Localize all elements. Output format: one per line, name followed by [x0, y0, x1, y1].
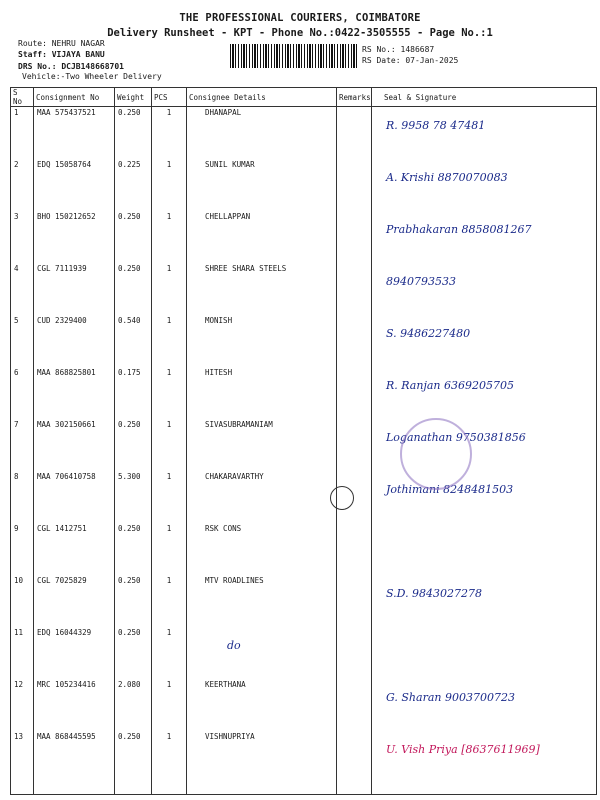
- col-consignee: Consignee Details: [187, 88, 337, 107]
- route-text: Route: NEHRU NAGAR: [18, 39, 105, 48]
- row-remarks: [337, 575, 372, 627]
- row-weight: 2.080: [115, 679, 152, 731]
- rs-date: RS Date: 07-Jan-2025: [362, 56, 459, 65]
- row-pcs: 1: [152, 731, 187, 795]
- table-row: [11, 627, 597, 679]
- row-consignee: MTV ROADLINES: [187, 575, 337, 627]
- row-weight: 0.540: [115, 315, 152, 367]
- row-remarks: [337, 731, 372, 795]
- row-sno: 4: [11, 263, 34, 315]
- table-row: [11, 471, 597, 523]
- row-signature: 8940793533: [372, 263, 597, 315]
- table-header-row: [11, 88, 597, 107]
- row-signature: [372, 627, 597, 679]
- row-signature: A. Krishi 8870070083: [372, 159, 597, 211]
- table-row: [11, 107, 597, 160]
- row-consignment-no: CGL 7111939: [34, 263, 115, 315]
- table-row: [11, 575, 597, 627]
- row-sno: 13: [11, 731, 34, 795]
- row-pcs: 1: [152, 263, 187, 315]
- row-sno: 2: [11, 159, 34, 211]
- row-consignment-no: EDQ 16044329: [34, 627, 115, 679]
- row-signature: S. 9486227480: [372, 315, 597, 367]
- row-pcs: 1: [152, 575, 187, 627]
- row-weight: 0.250: [115, 575, 152, 627]
- row-sno: 1: [11, 107, 34, 160]
- row-weight: 5.300: [115, 471, 152, 523]
- runsheet-table: [10, 87, 597, 795]
- row-pcs: 1: [152, 523, 187, 575]
- row-remarks: [337, 679, 372, 731]
- row-consignee: SIVASUBRAMANIAM: [187, 419, 337, 471]
- row-consignee: RSK CONS: [187, 523, 337, 575]
- row-remarks: [337, 107, 372, 160]
- row-sno: 12: [11, 679, 34, 731]
- row-sno: 5: [11, 315, 34, 367]
- row-pcs: 1: [152, 211, 187, 263]
- drs-number: DRS No.: DCJB148668701: [18, 62, 124, 71]
- table-row: [11, 523, 597, 575]
- row-pcs: 1: [152, 159, 187, 211]
- company-title: THE PROFESSIONAL COURIERS, COIMBATORE: [179, 12, 421, 24]
- row-signature: U. Vish Priya [8637611969]: [372, 731, 597, 795]
- row-consignee: SUNIL KUMAR: [187, 159, 337, 211]
- row-remarks: [337, 523, 372, 575]
- staff-text: Staff: VIJAYA BANU: [18, 50, 105, 59]
- row-pcs: 1: [152, 315, 187, 367]
- row-consignment-no: CGL 1412751: [34, 523, 115, 575]
- table-row: [11, 263, 597, 315]
- row-remarks: [337, 315, 372, 367]
- col-consignment: Consignment No: [34, 88, 115, 107]
- table-row: [11, 679, 597, 731]
- row-remarks: [337, 211, 372, 263]
- col-sno: S No: [11, 88, 34, 107]
- row-signature: R. 9958 78 47481: [372, 107, 597, 160]
- row-consignee: SHREE SHARA STEELS: [187, 263, 337, 315]
- row-weight: 0.250: [115, 263, 152, 315]
- row-remarks: [337, 419, 372, 471]
- row-consignment-no: BHO 150212652: [34, 211, 115, 263]
- row-pcs: 1: [152, 679, 187, 731]
- row-weight: 0.250: [115, 523, 152, 575]
- row-consignee: HITESH: [187, 367, 337, 419]
- vehicle-text: Vehicle:-Two Wheeler Delivery: [22, 72, 162, 81]
- row-signature: Loganathan 9750381856: [372, 419, 597, 471]
- row-weight: 0.175: [115, 367, 152, 419]
- row-sno: 10: [11, 575, 34, 627]
- row-consignee: VISHNUPRIYA: [187, 731, 337, 795]
- row-consignee: CHELLAPPAN: [187, 211, 337, 263]
- row-signature: Prabhakaran 8858081267: [372, 211, 597, 263]
- row-weight: 0.250: [115, 107, 152, 160]
- row-signature: S.D. 9843027278: [372, 575, 597, 627]
- row-consignment-no: EDQ 15058764: [34, 159, 115, 211]
- col-pcs: PCS: [152, 88, 187, 107]
- row-consignee: DHANAPAL: [187, 107, 337, 160]
- row-consignee: CHAKARAVARTHY: [187, 471, 337, 523]
- row-consignment-no: CGL 7025829: [34, 575, 115, 627]
- row-consignment-no: MAA 868825801: [34, 367, 115, 419]
- row-sno: 9: [11, 523, 34, 575]
- table-row: [11, 419, 597, 471]
- row-sno: 7: [11, 419, 34, 471]
- row-remarks: [337, 367, 372, 419]
- row-remarks: [337, 263, 372, 315]
- barcode-image: [230, 44, 358, 68]
- row-sno: 3: [11, 211, 34, 263]
- rs-number: RS No.: 1486687: [362, 45, 435, 54]
- row-pcs: 1: [152, 627, 187, 679]
- row-consignee: do: [187, 627, 337, 679]
- row-consignment-no: MAA 706410758: [34, 471, 115, 523]
- row-consignment-no: MAA 868445595: [34, 731, 115, 795]
- row-sno: 11: [11, 627, 34, 679]
- row-pcs: 1: [152, 367, 187, 419]
- row-consignee: MONISH: [187, 315, 337, 367]
- row-consignment-no: MRC 105234416: [34, 679, 115, 731]
- row-signature: G. Sharan 9003700723: [372, 679, 597, 731]
- col-weight: Weight: [115, 88, 152, 107]
- table-row: [11, 731, 597, 795]
- row-signature: Jothimani 8248481503: [372, 471, 597, 523]
- row-pcs: 1: [152, 419, 187, 471]
- table-row: [11, 315, 597, 367]
- row-remarks: [337, 627, 372, 679]
- row-pcs: 1: [152, 471, 187, 523]
- row-weight: 0.250: [115, 419, 152, 471]
- row-pcs: 1: [152, 107, 187, 160]
- row-weight: 0.250: [115, 731, 152, 795]
- row-remarks: [337, 159, 372, 211]
- col-signature: Seal & Signature: [372, 88, 597, 107]
- table-row: [11, 367, 597, 419]
- row-sno: 8: [11, 471, 34, 523]
- row-signature: [372, 523, 597, 575]
- table-row: [11, 211, 597, 263]
- row-consignment-no: MAA 575437521: [34, 107, 115, 160]
- remarks-stamp: [330, 486, 354, 510]
- row-weight: 0.250: [115, 627, 152, 679]
- runsheet-subtitle: Delivery Runsheet - KPT - Phone No.:0422-3505555 - Page No.:1: [107, 27, 493, 39]
- row-weight: 0.250: [115, 211, 152, 263]
- col-remarks: Remarks: [337, 88, 372, 107]
- row-consignment-no: CUD 2329400: [34, 315, 115, 367]
- row-signature: R. Ranjan 6369205705: [372, 367, 597, 419]
- seal-stamp: [400, 418, 472, 490]
- table-row: [11, 159, 597, 211]
- row-consignment-no: MAA 302150661: [34, 419, 115, 471]
- row-consignee: KEERTHANA: [187, 679, 337, 731]
- row-weight: 0.225: [115, 159, 152, 211]
- row-sno: 6: [11, 367, 34, 419]
